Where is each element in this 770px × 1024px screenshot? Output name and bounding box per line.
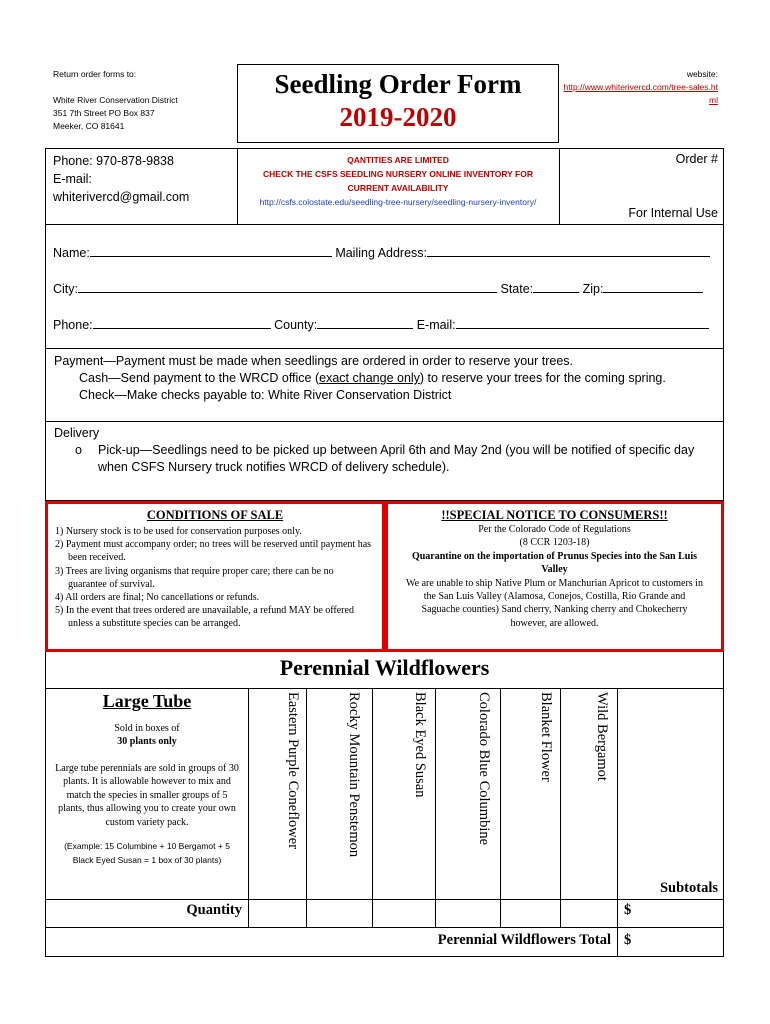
name-row [53,243,710,260]
delivery-title: Delivery [54,426,100,440]
qty-blanket-flower-input[interactable] [501,900,560,927]
address-line-2: 351 7th Street PO Box 837 [53,108,155,118]
species-header-black-eyed-susan: Black Eyed Susan [412,692,428,798]
qty-columbine-input[interactable] [436,900,500,927]
notice-limited: QANTITIES ARE LIMITED [347,155,449,165]
internal-use-label: For Internal Use [628,206,718,220]
email-input[interactable] [456,315,709,329]
title-box [237,64,559,143]
county-input[interactable] [317,315,413,329]
species-header-blanket-flower: Blanket Flower [538,692,554,782]
address-line-3: Meeker, CO 81641 [53,121,125,131]
mailing-label: Mailing Address: [335,246,428,260]
qty-wild-bergamot-input[interactable] [561,900,617,927]
condition-item: 2) Payment must accompany order; no trees will be reserved until payment has been received. [55,539,372,564]
conditions-list [48,523,382,631]
page-title: Seedling Order Form [274,69,522,99]
delivery-section [45,422,724,501]
availability-notice [243,153,553,209]
condition-item: 4) All orders are final; No cancellations or refunds. [55,592,260,604]
special-notice-title: !!SPECIAL NOTICE TO CONSUMERS!! [441,508,668,522]
city-input[interactable] [78,279,497,293]
notice-url[interactable]: http://csfs.colostate.edu/seedling-tree-nursery/seedling-nursery-inventory/ [259,197,537,207]
order-year: 2019-2020 [339,102,457,132]
qty-coneflower-input[interactable] [249,900,306,927]
large-tube-title: Large Tube [102,691,192,711]
condition-item: 1) Nursery stock is to be used for conservation purposes only. [55,526,302,537]
contact-phone: Phone: 970-878-9838 [53,154,174,168]
state-input[interactable] [533,279,579,293]
email-label: E-mail: [416,318,456,332]
phone-label: Phone: [53,318,93,332]
notice-check-inventory: CHECK THE CSFS SEEDLING NURSERY ONLINE INVENTORY FOR CURRENT AVAILABILITY [263,169,533,193]
payment-intro: Payment—Payment must be made when seedlings are ordered in order to reserve your trees. [54,354,574,368]
payment-check: Check—Make checks payable to: White River Conservation District [79,388,452,402]
condition-item: 5) In the event that trees ordered are unavailable, a refund MAY be offered unless a substitute species can be arranged. [55,605,354,630]
special-regulation-code: (8 CCR 1203-18) [519,537,590,549]
sold-in-boxes: Sold in boxes of [114,723,180,734]
address-line-1: White River Conservation District [53,95,178,105]
name-input[interactable] [90,243,332,257]
wildflowers-total-label: Perennial Wildflowers Total [437,932,611,948]
contact-email: whiterivercd@gmail.com [53,190,190,204]
return-address [53,68,238,133]
contact-email-label: E-mail: [53,172,92,186]
phone-row [53,315,709,332]
subtotal-dollar[interactable]: $ [624,902,632,918]
payment-section [45,349,724,422]
species-header-wild-bergamot: Wild Bergamot [594,692,610,781]
delivery-text: Pick-up—Seedlings need to be picked up between April 6th and May 2nd (you will be notified of specific day when CSFS Nursery truck notifies WRCD of delivery schedule). [98,443,695,474]
delivery-bullet: o [75,443,82,457]
order-number-label: Order # [675,152,718,166]
mailing-address-input[interactable] [427,243,710,257]
large-tube-description: Large tube perennials are sold in groups of 30 plants. It is allowable however to mix and match the species in smaller groups of 5 plants, thus allowing you to create your own custom variety pack. [55,763,239,828]
website-link[interactable]: http://www.whiterivercd.com/tree-sales.html [563,82,718,105]
quantity-label: Quantity [186,902,242,918]
city-label: City: [53,282,78,296]
species-header-coneflower: Eastern Purple Coneflower [285,692,301,850]
species-header-columbine: Colorado Blue Columbine [476,692,492,846]
special-regulation: Per the Colorado Code of Regulations [478,524,631,535]
wildflowers-title: Perennial Wildflowers [279,655,490,680]
website-label: website: [686,69,718,79]
city-row [53,279,703,296]
zip-label: Zip: [582,282,604,296]
plants-only: 30 plants only [117,736,177,747]
contact-info [53,152,233,206]
phone-input[interactable] [93,315,271,329]
subtotals-header: Subtotals [659,880,718,896]
species-header-penstemon: Rocky Mountain Penstemon [346,692,362,858]
state-label: State: [500,282,534,296]
return-label: Return order forms to: [53,69,137,79]
name-label: Name: [53,246,90,260]
qty-black-eyed-susan-input[interactable] [373,900,435,927]
special-body: We are unable to ship Native Plum or Manchurian Apricot to customers in the San Luis Valley (Alamosa, Conejos, Costilla, Rio Grande and Saguache counties) Sand cherry, Nanking cherry and Chokecherry however, are allowed. [406,577,703,629]
special-notice [385,501,724,652]
conditions-of-sale [45,501,385,652]
website-block [560,68,718,107]
mix-example: (Example: 15 Columbine + 10 Bergamot + 5 Black Eyed Susan = 1 box of 30 plants) [64,841,230,866]
qty-penstemon-input[interactable] [307,900,372,927]
wildflowers-total-dollar[interactable]: $ [624,932,632,948]
county-label: County: [274,318,318,332]
condition-item: 3) Trees are living organisms that require proper care; there can be no guarantee of survival. [55,565,334,590]
special-quarantine: Quarantine on the importation of Prunus Species into the San Luis Valley [411,550,698,576]
conditions-title: CONDITIONS OF SALE [146,508,284,522]
payment-cash: Cash—Send payment to the WRCD office (exact change only) to reserve your trees for the coming spring. [79,371,666,385]
large-tube-cell [46,689,248,899]
zip-input[interactable] [603,279,703,293]
